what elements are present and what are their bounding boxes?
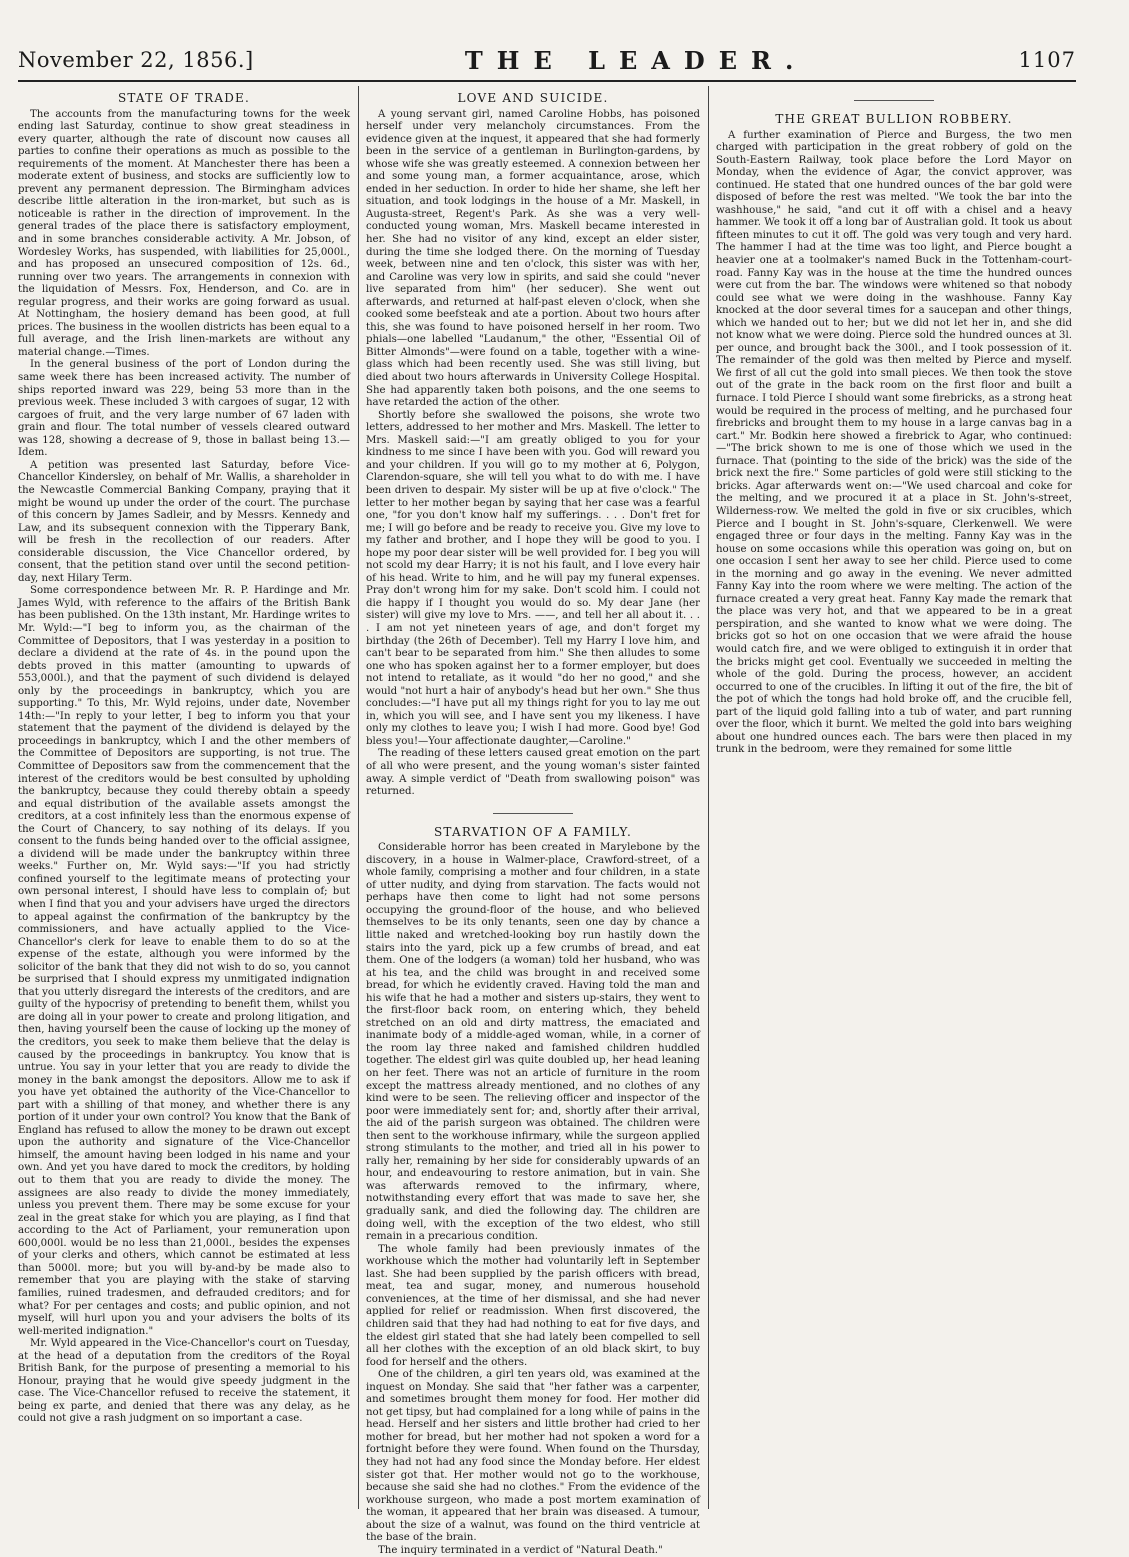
article-title: LOVE AND SUICIDE. <box>457 91 609 105</box>
article-title: STATE OF TRADE. <box>117 91 251 105</box>
column-divider <box>358 86 359 1509</box>
article-paragraph: In the general business of the port of London during the same week there has been increased activity. The number of ships reported inward was 229, being 53 more than in the previous week. These included 3 with cargoes of sugar, 12 with cargoes of fruit, and the very large number of 67 laden with grain and flour. The total number of vessels cleared outward was 128, showing a decrease of 9, those in ballast being 13.—Idem. <box>18 359 350 459</box>
article-paragraph: A petition was presented last Saturday, before Vice-Chancellor Kindersley, on behalf of Mr. Wallis, a shareholder in the Newcastle Commercial Banking Company, praying that it might be wound up under the order of the court. The purchase of this concern by James Sadleir, and by Messrs. Kennedy and Law, and its subsequent connexion with the Tipperary Bank, will be fresh in the recollection of our readers. After considerable discussion, the Vice Chancellor ordered, by consent, that the petition stand over until the second petition-day, next Hilary Term. <box>18 459 350 584</box>
article-paragraph: Considerable horror has been created in Marylebone by the discovery, in a house in Walmer-place, Crawford-street, of a whole family, comprising a mother and four children, in a state of utter nudity, and dying from starvation. The facts would not perhaps have then come to light had not some persons occupying the ground-floor of the house, and who believed themselves to be its only tenants, seen one day by chance a little naked and wretched-looking boy run hastily down the stairs into the yard, pick up a few crumbs of bread, and eat them. One of the lodgers (a woman) told her husband, who was at his tea, and the child was brought in and received some bread, for which he evidently craved. Having told the man and his wife that he had a mother and sisters up-stairs, they went to the first-floor back room, on entering which, they beheld stretched on an old and dirty mattress, the emaciated and inanimate body of a middle-aged woman, while, in a corner of the room lay three naked and famished children huddled together. The eldest girl was quite doubled up, her head leaning on her feet. There was not an article of furniture in the room except the mattress already mentioned, and no clothes of any kind were to be seen. The relieving officer and inspector of the poor were immediately sent for; and, shortly after their arrival, the aid of the parish surgeon was obtained. The children were then sent to the workhouse infirmary, while the surgeon applied strong stimulants to the mother, and tried all in his power to rally her, remaining by her side for considerably upwards of an hour, and endeavouring to restore animation, but in vain. She was afterwards removed to the infirmary, where, notwithstanding every effort that was made to save her, she gradually sank, and died the following day. The children are doing well, with the exception of the two eldest, who still remain in a precarious condition. <box>366 842 700 1243</box>
section-divider <box>854 100 934 101</box>
article-paragraph: Some correspondence between Mr. R. P. Hardinge and Mr. James Wyld, with reference to the affairs of the British Bank has been published. On the 13th instant, Mr. Hardinge writes to Mr. Wyld:—"I beg to inform you, as the chairman of the Committee of Depositors, that I was yesterday in a position to declare a dividend at the rate of 4s. in the pound upon the debts proved in this matter (amounting to upwards of 553,000l.), and that the payment of such dividend is delayed only by the proceedings in bankruptcy, which you are supporting." To this, Mr. Wyld rejoins, under date, November 14th:—"In reply to your letter, I beg to inform you that your statement that the payment of the dividend is delayed by the proceedings in bankruptcy, which I and the other members of the Committee of Depositors are supporting, is not true. The Committee of Depositors saw from the commencement that the interest of the creditors would be best consulted by upholding the bankruptcy, because they could thereby obtain a speedy and equal distribution of the available assets amongst the creditors, at a cost infinitely less than the enormous expense of the Court of Chancery, to say nothing of its delays. If you consent to the funds being handed over to the official assignee, a dividend will be made under the bankruptcy within three weeks." Further on, Mr. Wyld says:—"If you had strictly confined yourself to the legitimate means of protecting your own personal interest, I should have less to complain of; but when I find that you and your advisers have urged the directors to appeal against the confirmation of the bankruptcy by the commissioners, and have actually applied to the Vice-Chancellor's clerk for leave to enable them to do so at the expense of the estate, although you were informed by the solicitor of the bank that they did not wish to do so, you cannot be surprised that I should express my unmitigated indignation that you utterly disregard the interests of the creditors, and are guilty of the hypocrisy of pretending to benefit them, whilst you are doing all in your power to create and prolong litigation, and then, having yourself been the cause of locking up the money of the creditors, you seek to make them believe that the delay is caused by the proceedings in bankruptcy. You know that is untrue. You say in your letter that you are ready to divide the money in the bank amongst the depositors. Allow me to ask if you have yet obtained the authority of the Vice-Chancellor to part with a shilling of that money, and whether there is any portion of it under your own control? You know that the Bank of England has refused to allow the money to be drawn out except upon the authority and signature of the Vice-Chancellor himself, the amount having been lodged in his name and your own. And yet you have dared to mock the creditors, by holding out to them that you are ready to divide the money. The assignees are also ready to divide the money immediately, unless you prevent them. There may be some excuse for your zeal in the great stake for which you are playing, as I find that according to the Act of Parliament, your remuneration upon 600,000l. would be no less than 21,000l., besides the expenses of your clerks and others, which cannot be estimated at less than 5000l. more; but you will by-and-by be made also to remember that you are playing with the stake of starving families, ruined tradesmen, and defrauded creditors; and for what? For per centages and costs; and public opinion, and not myself, will hurl upon you and your advisers the bolts of its well-merited indignation." <box>18 585 350 1337</box>
article-state-of-trade <box>18 92 350 1426</box>
article-paragraph: Shortly before she swallowed the poisons, she wrote two letters, addressed to her mother and Mrs. Maskell. The letter to Mrs. Maskell said:—"I am greatly obliged to you for your kindness to me since I have been with you. God will reward you and your children. If you will go to my mother at 6, Polygon, Clarendon-square, she will tell you what to do with me. I have been driven to despair. My sister will be up at five o'clock." The letter to her mother began by saying that her case was a fearful one, "for you don't know half my sufferings. . . . Don't fret for me; I will go before and be ready to receive you. Give my love to my father and brother, and I hope they will be good to you. I hope my poor dear sister will be well provided for. I beg you will not scold my dear Harry; it is not his fault, and I love every hair of his head. Write to him, and he will pay my funeral expenses. Pray don't wrong him for my sake. Don't scold him. I could not die happy if I thought you would do so. My dear Jane (her sister) will give my love to Mrs. ——, and tell her all about it. . . . I am not yet nineteen years of age, and don't forget my birthday (the 26th of December). Tell my Harry I love him, and can't bear to be separated from him." She then alludes to some one who has spoken against her to a former employer, but does not intend to retaliate, as it would "do her no good," and she would "not hurt a hair of anybody's head but her own." She thus concludes:—"I have put all my things right for you to lay me out in, which you will see, and I have sent you my likeness. I have only my clothes to leave you; I wish I had more. Good bye! God bless you!—Your affectionate daughter,—Caroline." <box>366 409 700 747</box>
article-paragraph: Mr. Wyld appeared in the Vice-Chancellor's court on Tuesday, at the head of a deputation from the creditors of the Royal British Bank, for the purpose of presenting a memorial to his Honour, praying that he would give speedy judgment in the case. The Vice-Chancellor refused to receive the statement, it being ex parte, and denied that there was any delay, as he could not give a rash judgment on so important a case. <box>18 1338 350 1425</box>
column-2 <box>366 86 700 1556</box>
article-paragraph: The inquiry terminated in a verdict of "Natural Death." <box>378 1544 663 1556</box>
column-1 <box>18 86 350 1517</box>
masthead <box>18 40 1076 82</box>
article-paragraph: The whole family had been previously inmates of the workhouse which the mother had voluntarily left in September last. She had been supplied by the parish officers with bread, meat, tea and sugar, money, and numerous household conveniences, at the time of her dismissal, and she had never applied for relief or readmission. When first discovered, the children said that they had had nothing to eat for five days, and the eldest girl stated that she had lately been compelled to sell all her clothes with the exception of an old black skirt, to buy food for herself and the others. <box>366 1243 700 1368</box>
article-paragraph: The accounts from the manufacturing towns for the week ending last Saturday, continue to show great steadiness in every quarter, although the rate of discount now causes all parties to confine their operations as much as possible to the requirements of the moment. At Manchester there has been a moderate extent of business, and stocks are sufficiently low to prevent any permanent depression. The Birmingham advices describe little alteration in the iron-market, but such as is noticeable is rather in the direction of improvement. In the general trades of the place there is satisfactory employment, and in some branches considerable activity. A Mr. Jobson, of Wordesley Works, has suspended, with liabilities for 25,000l., and has proposed an unsecured composition of 12s. 6d., running over two years. The arrangements in connexion with the liquidation of Messrs. Fox, Henderson, and Co. are in regular progress, and their works are going forward as usual. At Nottingham, the hosiery demand has been good, at full prices. The business in the woollen districts has been equal to a full average, and the Irish linen-markets are without any material change.—Times. <box>18 108 350 358</box>
article-great-bullion-robbery <box>716 113 1072 757</box>
article-paragraph: A further examination of Pierce and Burgess, the two men charged with participation in the great robbery of gold on the South-Eastern Railway, took place before the Lord Mayor on Monday, when the evidence of Agar, the convict approver, was continued. He stated that one hundred ounces of the bar gold were disposed of before the rest was melted. "We took the bar into the washhouse," he said, "and cut it off with a chisel and a heavy hammer. We took it off a long bar of Australian gold. It took us about fifteen minutes to cut it off. The gold was very tough and very hard. The hammer I had at the time was too light, and Pierce bought a heavier one at a toolmaker's named Buck in the Tottenham-court-road. Fanny Kay was in the house at the time the hundred ounces were cut from the bar. The windows were whitened so that nobody could see what we were doing in the washhouse. Fanny Kay knocked at the door several times for a saucepan and other things, which we handed out to her; but we did not let her in, and she did not know what we were doing. Pierce sold the hundred ounces at 3l. per ounce, and brought back the 300l., and I took possession of it. The remainder of the gold was then melted by Pierce and myself. We first of all cut the gold into small pieces. We then took the stove out of the grate in the back room on the first floor and built a furnace. I told Pierce I should want some firebricks, as a strong heat would be required in the process of melting, and he purchased four firebricks and brought them to my house in a large canvas bag in a cart." Mr. Bodkin here showed a firebrick to Agar, who continued:—"The brick shown to me is one of those which we used in the furnace. That (pointing to the side of the brick) was the side of the brick next the fire." Some particles of gold were still sticking to the bricks. Agar afterwards went on:—"We used charcoal and coke for the melting, and we procured it at a place in St. John's-street, Wilderness-row. We melted the gold in five or six crucibles, which Pierce and I bought in St. John's-square, Clerkenwell. We were engaged three or four days in the melting. Fanny Kay was in the house on some occasions while this operation was going on, but on one occasion I sent her away to see her child. Pierce used to come in the morning and go away in the evening. We never admitted Fanny Kay into the room where we were melting. The action of the furnace created a very great heat. Fanny Kay made the remark that the place was very hot, and that we appeared to be in a great perspiration, and she wanted to know what we were doing. The bricks got so hot on one occasion that we were afraid the house would catch fire, and we were obliged to extinguish it in order that the bricks might get cool. Eventually we succeeded in melting the whole of the gold. During the process, however, an accident occurred to one of the crucibles. In lifting it out of the fire, the bit of the pot of which the tongs had hold broke off, and the crucible fell, part of the liquid gold falling into a tub of water, and part running over the floor, which it burnt. We melted the gold into bars weighing about one hundred ounces each. The bars were then placed in my trunk in the bedroom, were they remained for some little <box>716 129 1072 756</box>
article-title: STARVATION OF A FAMILY. <box>433 824 633 839</box>
article-love-and-suicide <box>366 92 700 799</box>
article-paragraph: A young servant girl, named Caroline Hobbs, has poisoned herself under very melancholy circumstances. From the evidence given at the inquest, it appeared that she had formerly been in the service of a gentleman in Burlington-gardens, by whose wife she was greatly esteemed. A connexion between her and some young man, a former acquaintance, arose, which ended in her seduction. In order to hide her shame, she left her situation, and took lodgings in the house of a Mr. Maskell, in Augusta-street, Regent's Park. As she was a very well-conducted young woman, Mrs. Maskell became interested in her. She had no visitor of any kind, except an elder sister, during the time she lodged there. On the morning of Tuesday week, between nine and ten o'clock, this sister was with her, and Caroline was very low in spirits, and said she could "never live separated from him" (her seducer). She went out afterwards, and returned at half-past eleven o'clock, when she cooked some beefsteak and ate a portion. About two hours after this, she was found to have poisoned herself in her room. Two phials—one labelled "Laudanum," the other, "Essential Oil of Bitter Almonds"—were found on a table, together with a wine-glass which had been recently used. She was still living, but died about two hours afterwards in University College Hospital. She had apparently taken both poisons, and the one seems to have retarded the action of the other. <box>366 108 700 409</box>
section-divider <box>493 813 573 814</box>
newspaper-title: THE LEADER. <box>464 45 808 75</box>
article-title: THE GREAT BULLION ROBBERY. <box>775 112 1013 126</box>
column-divider <box>708 86 709 1509</box>
article-starvation-of-a-family <box>366 826 700 1557</box>
page-number: 1107 <box>1018 48 1076 72</box>
column-3 <box>716 86 1072 1517</box>
article-paragraph: The reading of these letters caused great emotion on the part of all who were present, and the young woman's sister fainted away. A simple verdict of "Death from swallowing poison" was returned. <box>366 748 700 798</box>
issue-date: November 22, 1856.] <box>18 48 254 72</box>
article-paragraph: One of the children, a girl ten years old, was examined at the inquest on Monday. She said that "her father was a carpenter, and sometimes brought them money for food. Her mother did not get tipsy, but had complained for a long while of pains in the head. Herself and her sisters and little brother had cried to her mother for bread, but her mother had not spoken a word for a fortnight before they were found. When found on the Thursday, they had not had any food since the Monday before. Her eldest sister got that. Her mother would not go to the workhouse, because she said she had no clothes." From the evidence of the workhouse surgeon, who made a post mortem examination of the woman, it appeared that her brain was diseased. A tumour, about the size of a walnut, was found on the third ventricle at the base of the brain. <box>366 1369 700 1544</box>
